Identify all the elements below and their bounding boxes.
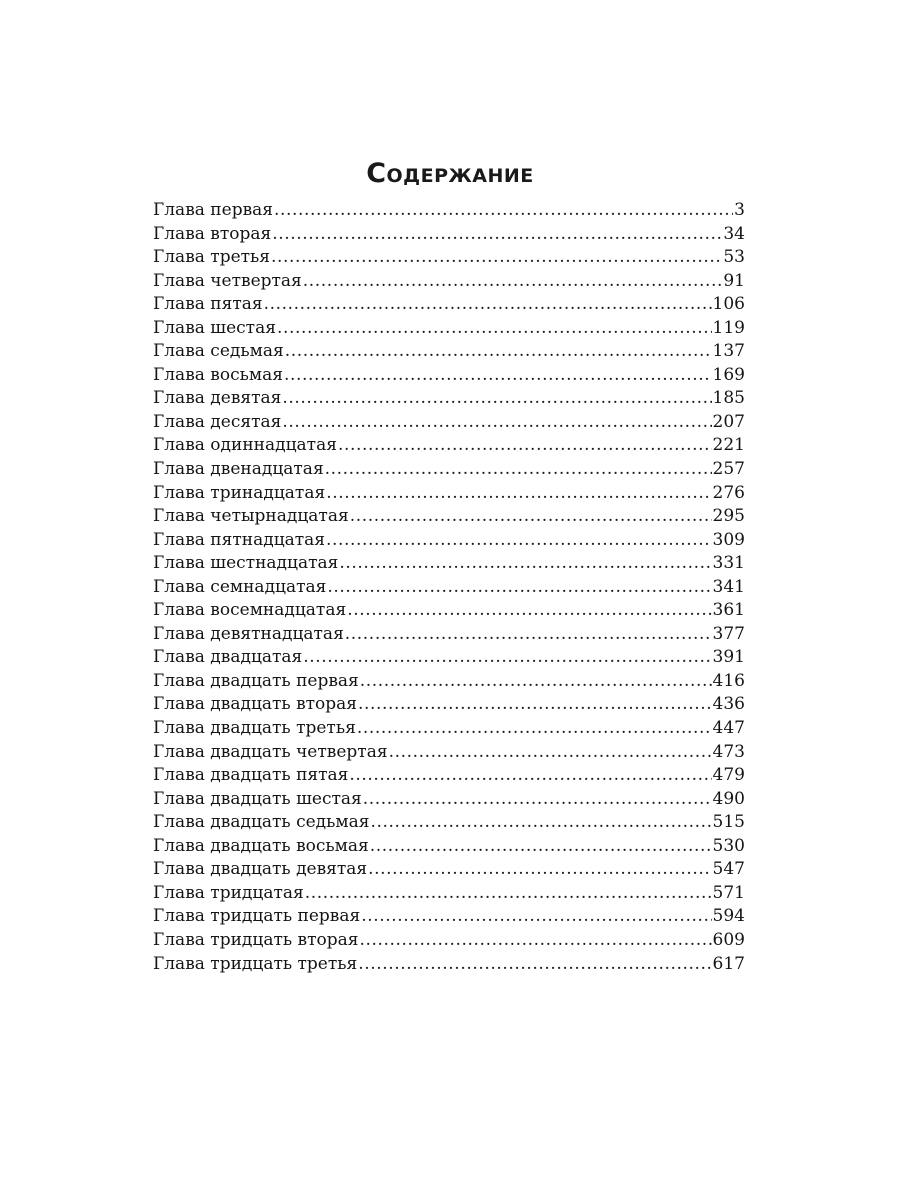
- toc-entry: [153, 693, 745, 717]
- dot-leader: [325, 458, 712, 482]
- dot-leader: [326, 529, 712, 553]
- toc-entry: [153, 552, 745, 576]
- toc-entry-page-number: 473: [712, 741, 745, 762]
- toc-entry-label: Глава пятая: [153, 294, 263, 315]
- dot-leader: [272, 223, 722, 247]
- toc-entry: [153, 882, 745, 906]
- dot-leader: [350, 505, 712, 529]
- toc-entry: [153, 741, 745, 765]
- toc-entry-label: Глава двадцать вторая: [153, 694, 358, 715]
- toc-entry-page-number: 436: [712, 694, 745, 715]
- toc-entry-label: Глава пятнадцатая: [153, 529, 326, 550]
- toc-entry: [153, 835, 745, 859]
- toc-entry-page-number: 530: [712, 835, 745, 856]
- toc-entry-page-number: 479: [712, 765, 745, 786]
- dot-leader: [277, 317, 712, 341]
- toc-entry-page-number: 331: [712, 553, 745, 574]
- dot-leader: [368, 858, 711, 882]
- toc-entry: [153, 199, 745, 223]
- toc-entry-label: Глава двадцать седьмая: [153, 812, 370, 833]
- toc-entry-page-number: 91: [723, 270, 745, 291]
- toc-entry-page-number: 617: [712, 953, 745, 974]
- toc-entry-label: Глава шестая: [153, 317, 276, 338]
- toc-entry-page-number: 34: [723, 223, 745, 244]
- toc-entry-label: Глава третья: [153, 247, 271, 268]
- toc-entry-label: Глава двадцать четвертая: [153, 741, 388, 762]
- toc-entry-label: Глава двадцать пятая: [153, 765, 349, 786]
- toc-entry-label: Глава двадцать девятая: [153, 859, 368, 880]
- dot-leader: [361, 905, 711, 929]
- toc-entry-page-number: 276: [712, 482, 745, 503]
- toc-entry: [153, 953, 745, 977]
- toc-entry: [153, 317, 745, 341]
- dot-leader: [305, 882, 712, 906]
- dot-leader: [271, 246, 722, 270]
- toc-entry-label: Глава двадцать восьмая: [153, 835, 369, 856]
- toc-entry: [153, 646, 745, 670]
- toc-entry-page-number: 119: [712, 317, 745, 338]
- toc-entry-label: Глава девятая: [153, 388, 282, 409]
- dot-leader: [358, 953, 711, 977]
- toc-entry: [153, 599, 745, 623]
- toc-entry-page-number: 490: [712, 788, 745, 809]
- toc-entry-page-number: 515: [712, 812, 745, 833]
- toc-entry-page-number: 221: [712, 435, 745, 456]
- dot-leader: [327, 576, 711, 600]
- toc-entry-label: Глава тринадцатая: [153, 482, 326, 503]
- dot-leader: [359, 929, 711, 953]
- toc-entry-page-number: 341: [712, 576, 745, 597]
- toc-entry-label: Глава тридцать первая: [153, 906, 361, 927]
- toc-entry-page-number: 137: [712, 341, 745, 362]
- toc-entry-page-number: 547: [712, 859, 745, 880]
- dot-leader: [389, 741, 712, 765]
- toc-entry-label: Глава одиннадцатая: [153, 435, 337, 456]
- dot-leader: [339, 552, 711, 576]
- dot-leader: [326, 482, 711, 506]
- dot-leader: [347, 599, 711, 623]
- page-title: Содержание: [366, 158, 534, 189]
- toc-entry-label: Глава двадцатая: [153, 647, 303, 668]
- toc-entry-label: Глава четвертая: [153, 270, 302, 291]
- toc-entry: [153, 482, 745, 506]
- toc-entry-label: Глава восьмая: [153, 364, 283, 385]
- toc-entry: [153, 434, 745, 458]
- toc-entry: [153, 717, 745, 741]
- toc-entry-page-number: 207: [712, 411, 745, 432]
- toc-entry: [153, 929, 745, 953]
- dot-leader: [303, 646, 711, 670]
- toc-entry: [153, 223, 745, 247]
- toc-entry-label: Глава двадцать третья: [153, 718, 356, 739]
- toc-entry-page-number: 609: [712, 929, 745, 950]
- dot-leader: [370, 811, 711, 835]
- toc-entry-page-number: 257: [712, 459, 745, 480]
- toc-entry-page-number: 169: [712, 364, 745, 385]
- dot-leader: [370, 835, 712, 859]
- toc-entry-page-number: 416: [712, 670, 745, 691]
- toc-entry-label: Глава шестнадцатая: [153, 553, 339, 574]
- toc-entry-label: Глава первая: [153, 200, 274, 220]
- dot-leader: [349, 764, 711, 788]
- toc-entry-label: Глава тридцать вторая: [153, 929, 359, 950]
- toc-entry-label: Глава семнадцатая: [153, 576, 327, 597]
- dot-leader: [303, 270, 723, 294]
- toc-entry-page-number: 106: [712, 294, 745, 315]
- toc-entry: [153, 505, 745, 529]
- toc-entry-label: Глава десятая: [153, 411, 282, 432]
- dot-leader: [360, 670, 712, 694]
- toc-entry: [153, 246, 745, 270]
- toc-entry-page-number: 447: [712, 718, 745, 739]
- dot-leader: [338, 434, 712, 458]
- toc-entry-label: Глава четырнадцатая: [153, 506, 349, 527]
- toc-entry-page-number: 391: [712, 647, 745, 668]
- toc-entry-page-number: 361: [712, 600, 745, 621]
- toc-entry-label: Глава тридцатая: [153, 882, 304, 903]
- dot-leader: [274, 199, 733, 223]
- toc-entry-page-number: 53: [723, 247, 745, 268]
- toc-entry-label: Глава двадцать первая: [153, 670, 359, 691]
- dot-leader: [284, 364, 712, 388]
- toc-entry: [153, 340, 745, 364]
- toc-entry: [153, 764, 745, 788]
- toc-entry-page-number: 3: [734, 200, 745, 220]
- toc-entry-label: Глава седьмая: [153, 341, 284, 362]
- dot-leader: [363, 788, 712, 812]
- toc-entry: [153, 670, 745, 694]
- toc-entry-label: Глава тридцать третья: [153, 953, 358, 974]
- toc-entry-page-number: 571: [712, 882, 745, 903]
- dot-leader: [358, 693, 712, 717]
- toc-entry: [153, 270, 745, 294]
- toc-entry-label: Глава девятнадцатая: [153, 623, 344, 644]
- toc-entry-page-number: 309: [712, 529, 745, 550]
- toc-entry: [153, 411, 745, 435]
- dot-leader: [285, 340, 712, 364]
- dot-leader: [345, 623, 712, 647]
- toc-entry: [153, 788, 745, 812]
- toc-entry: [153, 905, 745, 929]
- toc-entry: [153, 293, 745, 317]
- table-of-contents: [153, 199, 745, 976]
- toc-entry: [153, 458, 745, 482]
- dot-leader: [264, 293, 712, 317]
- toc-entry: [153, 387, 745, 411]
- toc-entry: [153, 811, 745, 835]
- toc-entry: [153, 576, 745, 600]
- toc-entry-page-number: 377: [712, 623, 745, 644]
- dot-leader: [282, 387, 711, 411]
- toc-entry: [153, 623, 745, 647]
- toc-entry-page-number: 594: [712, 906, 745, 927]
- toc-entry-label: Глава двадцать шестая: [153, 788, 362, 809]
- toc-entry-label: Глава двенадцатая: [153, 459, 324, 480]
- toc-entry-label: Глава восемнадцатая: [153, 600, 347, 621]
- toc-entry: [153, 858, 745, 882]
- toc-entry-label: Глава вторая: [153, 223, 272, 244]
- dot-leader: [357, 717, 712, 741]
- toc-entry: [153, 529, 745, 553]
- dot-leader: [282, 411, 711, 435]
- toc-entry-page-number: 185: [712, 388, 745, 409]
- toc-entry: [153, 364, 745, 388]
- toc-entry-page-number: 295: [712, 506, 745, 527]
